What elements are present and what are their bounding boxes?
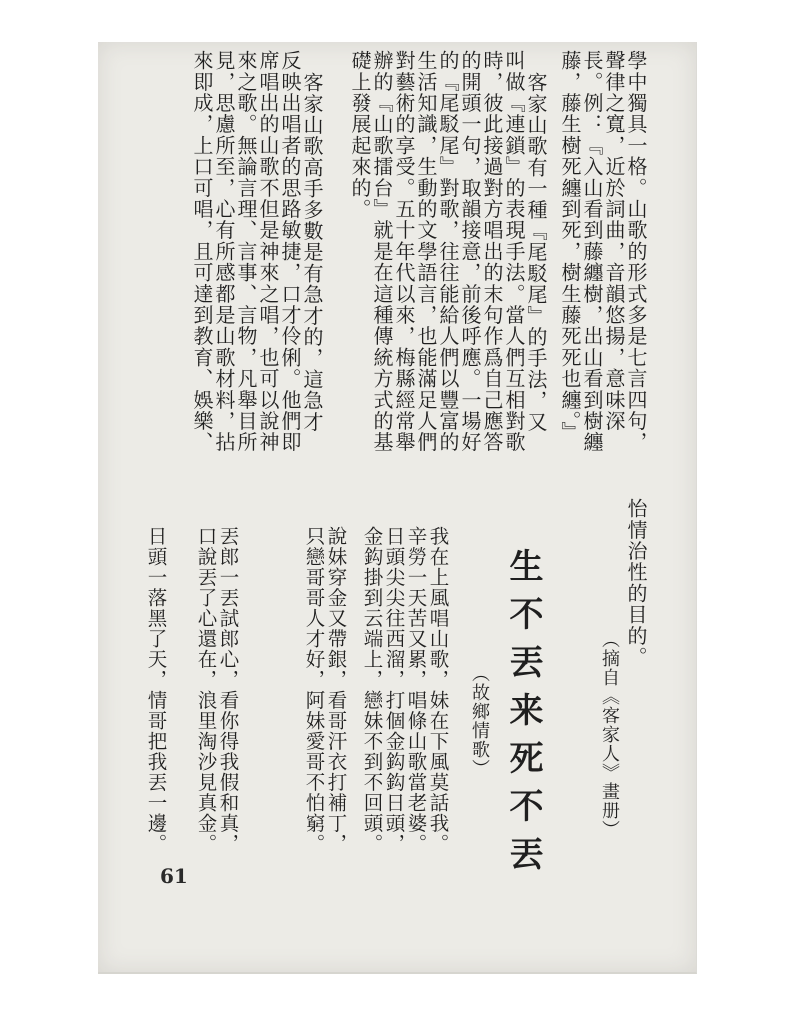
body-line: 叫做『連鎖』的表現手法。當人們互相對歌 — [502, 50, 526, 453]
body-line: 見，思慮所至，心有所感都是山歌材料，拈 — [212, 50, 236, 453]
song-line: 日頭尖尖往西溜，打個金鈎鈎日頭， — [382, 526, 406, 854]
body-line: 來即成，上口可唱，且可達到教育、娛樂、 — [190, 50, 214, 453]
page-number: 61 — [160, 864, 188, 888]
body-line: 聲律之寬，近於詞曲，音韻悠揚，意味深 — [602, 50, 626, 432]
book-page — [98, 42, 697, 974]
body-line: 客家山歌高手多數是有急才的，這急才 — [300, 72, 324, 433]
body-line: 來之歌。無論言理、言事、言物，凡舉目所 — [234, 50, 258, 453]
song-line: 辛勞一天苦又累，唱條山歌當老婆。 — [404, 526, 428, 854]
song-subtitle: （故鄉情歌） — [469, 664, 490, 778]
body-line: 客家山歌有一種『尾駁尾』的手法，又 — [524, 72, 548, 433]
body-line: 的『尾駁尾』對歌，往往能給人們以豐富的 — [436, 50, 460, 453]
song-line: 丟郎一丟試郎心，看你得我假和真， — [216, 526, 240, 854]
song-line: 金鈎掛到云端上，戀妹不到不回頭。 — [360, 526, 384, 854]
source-citation: （摘自《客家人》畫册） — [599, 630, 620, 839]
body-line: 長。例：『入山看到藤纏樹，出山看到樹纏 — [580, 50, 604, 453]
song-line: 日頭一落黑了天，情哥把我丟一邊。 — [144, 526, 168, 854]
body-line: 席唱出的山歌不但是神來之唱，也可以說神 — [256, 50, 280, 453]
body-line: 對藝術的享受。五十年代以來，梅縣經常舉 — [392, 50, 416, 453]
body-line: 反映出唱者的思路敏捷，口才伶俐。他們即 — [278, 50, 302, 453]
song-line: 口說丟了心還在，浪里淘沙見真金。 — [194, 526, 218, 854]
body-line: 生活知識，生動的文學語言，也能滿足人們 — [414, 50, 438, 453]
body-line: 的開頭一句，取韻接意，前後呼應。一場好 — [458, 50, 482, 453]
body-line: 藤，藤生樹死纏到死，樹生藤死死也纏。』 — [558, 50, 582, 443]
body-line: 辦的『山歌擂台』就是在這種傳統方式的基 — [370, 50, 394, 453]
song-line: 只戀哥哥人才好，阿妹愛哥不怕窮。 — [302, 526, 326, 854]
song-line: 說妹穿金又帶銀，看哥汗衣打補丁， — [324, 526, 348, 854]
article-closing-line: 怡情治性的目的。 — [624, 498, 648, 668]
body-line: 礎上發展起來的。 — [348, 50, 372, 220]
body-line: 時，彼此接過對方唱出的末句作爲自己應答 — [480, 50, 504, 453]
body-line: 學中獨具一格。山歌的形式多是七言四句， — [624, 50, 648, 453]
song-line: 我在上風唱山歌，妹在下風莫話我。 — [426, 526, 450, 854]
song-title: 生不丟来死不丟 — [503, 548, 543, 884]
